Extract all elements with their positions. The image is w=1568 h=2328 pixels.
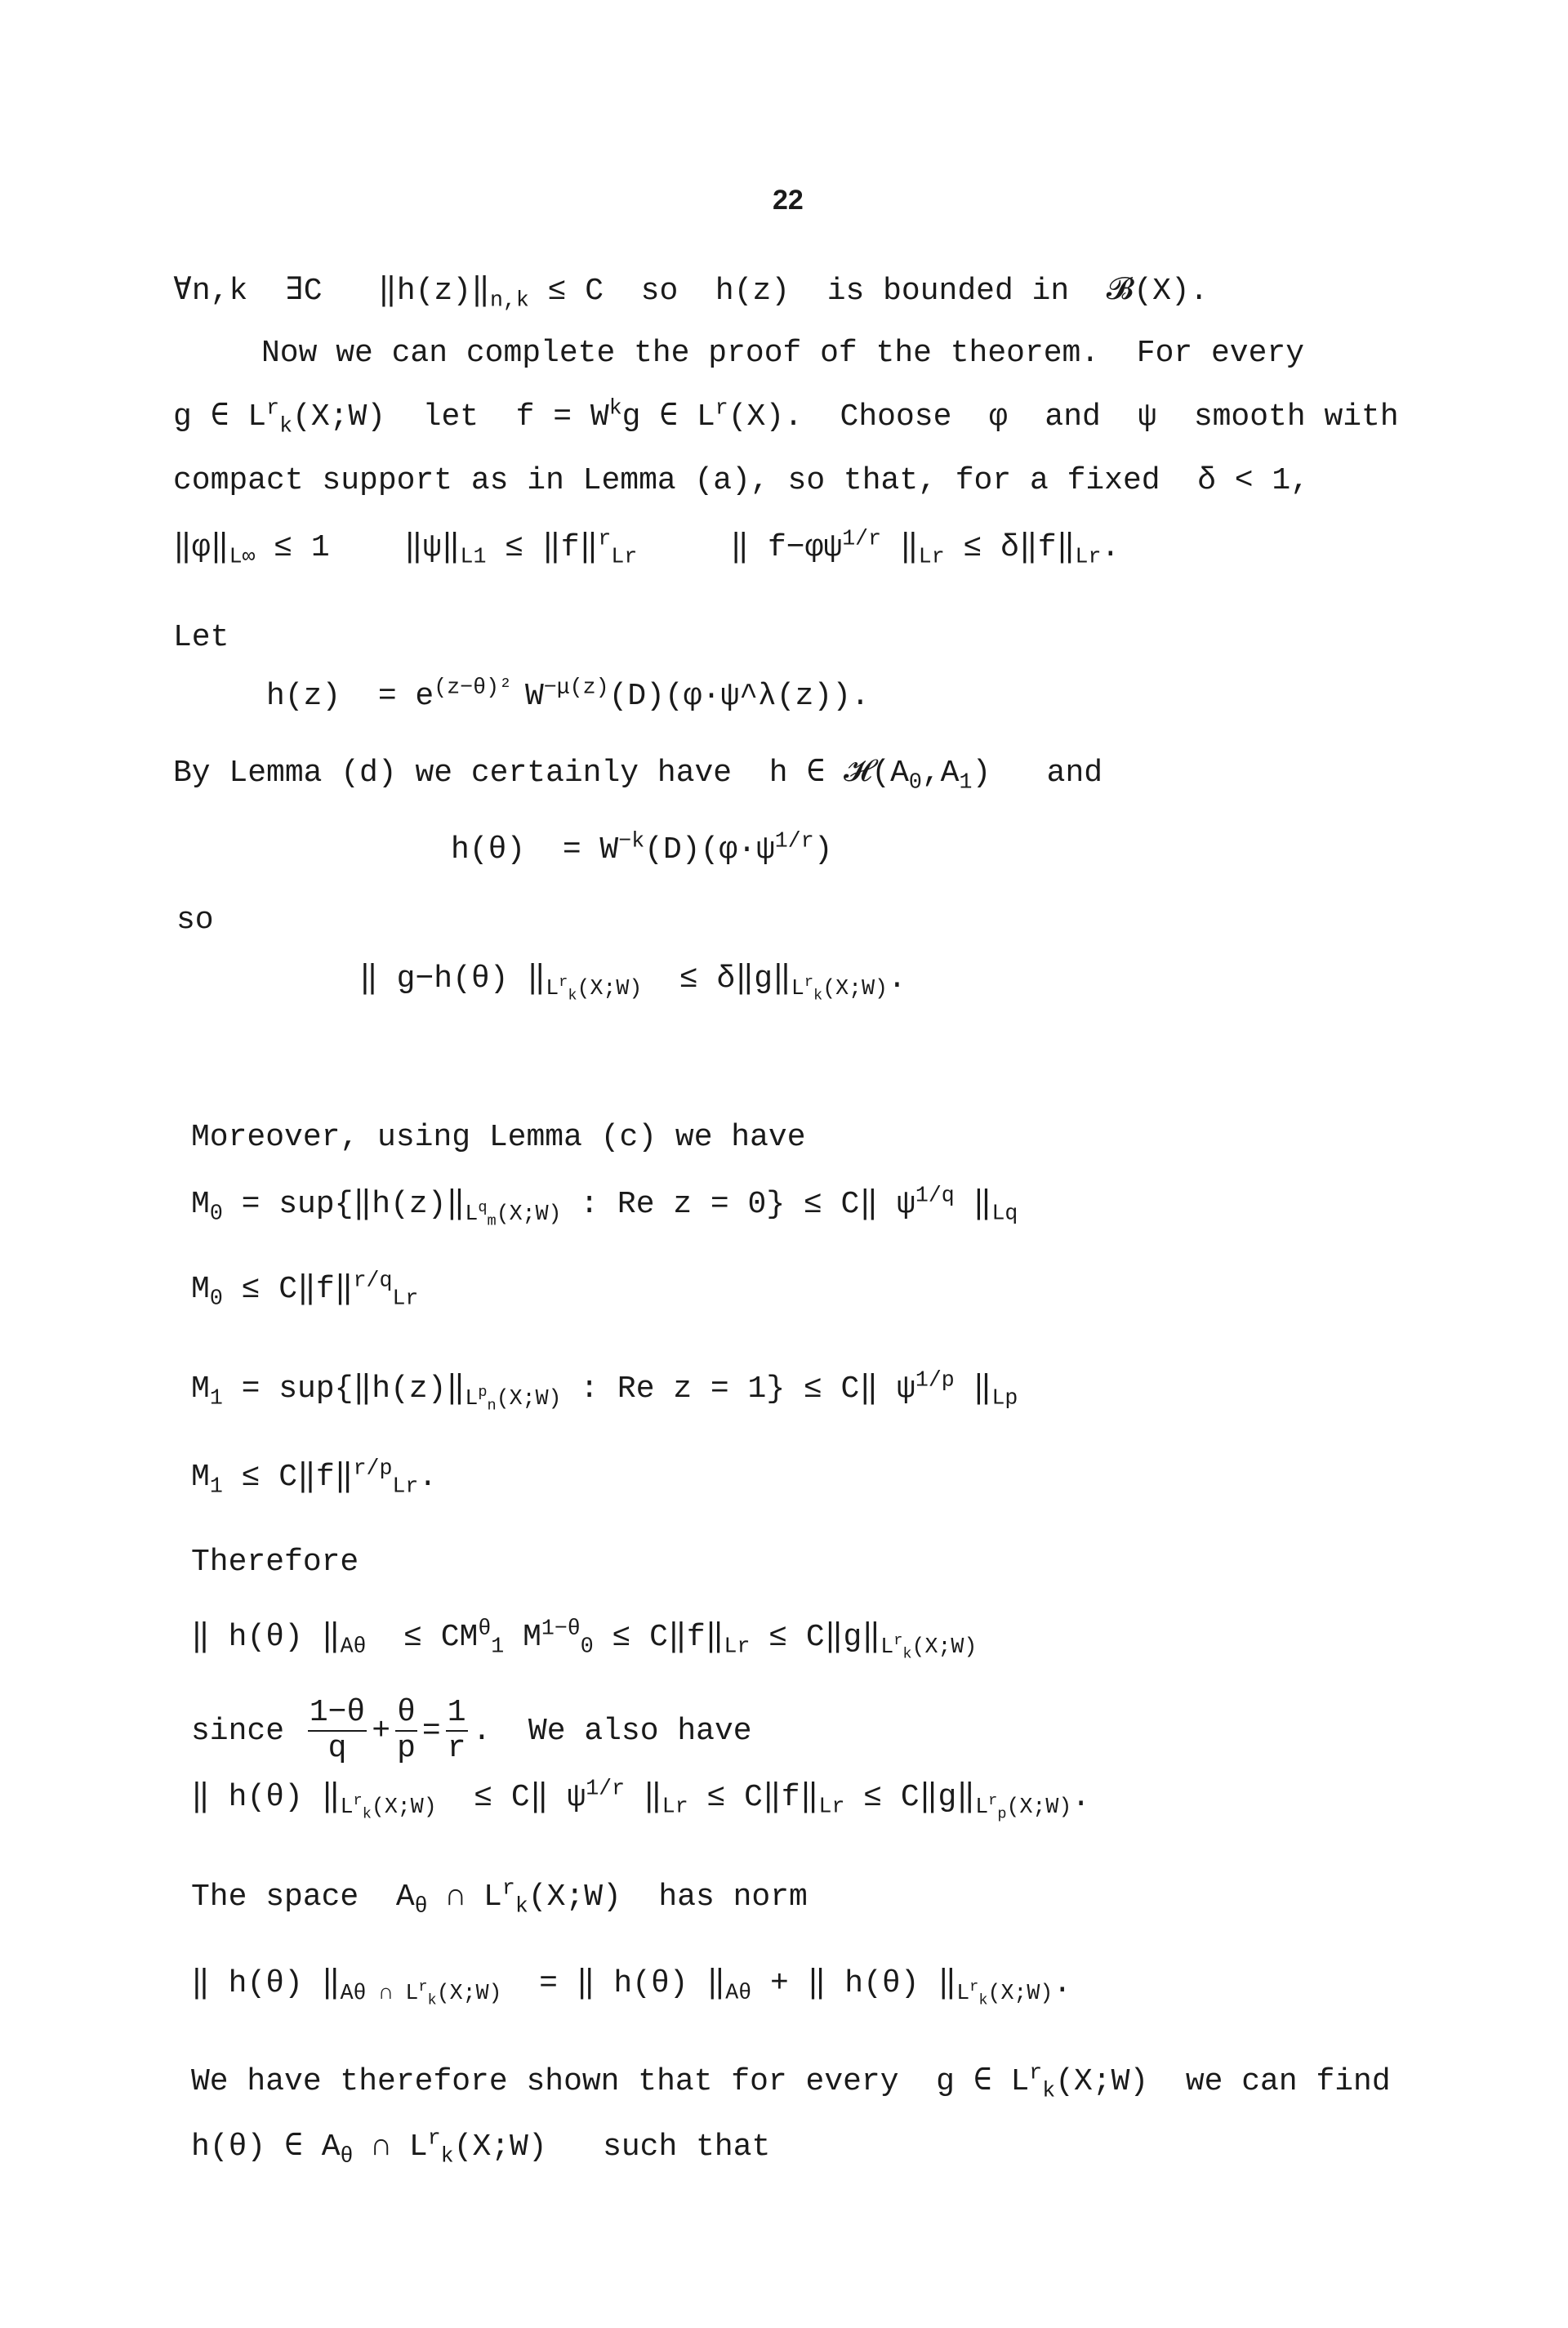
paragraph-text: Now we can complete the proof of the theorem. For every: [261, 336, 1305, 371]
equation: ‖ g−h(θ) $‖_{L^r_k(X;W)}$ ≤ $\delta‖g‖_{L^r_k(X;W)}$.: [359, 961, 906, 1004]
bounded-statement: ∀n,k ∃C $‖h(z)‖_{n,k} \le C$ so h(z) is bounded in 𝓑(X).: [173, 274, 1209, 313]
paragraph-text: Moreover, using Lemma (c) we have: [191, 1120, 806, 1155]
page-number: 22: [773, 185, 804, 216]
paragraph-text: Let: [173, 620, 229, 655]
equation: $‖\varphi‖_{L\infty} \le 1$ $‖\psi‖_{L1}$ ≤ ‖f‖$^r_{Lr}$ ‖ $f-\varphi\psi^{1/r}$ $‖_{Lr}$ ≤ $\delta‖f‖_{Lr}$.: [173, 526, 1120, 569]
equation: ‖ h(θ) $‖_{L^r_k(X;W)}$ ≤ C‖ $\psi^{1/r}$ $‖_{Lr}$ ≤ $C‖f‖_{Lr}$ ≤ $C‖g‖_{L^r_p(X;W)}$.: [191, 1776, 1091, 1822]
equation: $M_1$ ≤ C‖f‖$^{r/p}_{Lr}$.: [191, 1456, 438, 1499]
fraction: $\frac{1}{r}$: [447, 1695, 466, 1766]
equation: $M_1$ = $sup\{‖h(z)‖_{L^p_n(X;W)}$ : Re z = 1} ≤ C‖ $\psi^{1/p}$ $‖_{Lp}$: [191, 1367, 1018, 1414]
paragraph-text: The space $A_\theta$ ∩ $L^r_k(X;W)$ has norm: [191, 1875, 808, 1919]
equation: since $\frac{1-\theta}{q}$ + $\frac{\theta}{p}$ = $\frac{1}{r}$ . We also have: [191, 1695, 752, 1766]
paragraph-text: By Lemma (d) we certainly have h ∈ $𝓗(A_0,A_1)$ and: [173, 756, 1103, 795]
fraction: $\frac{\theta}{p}$: [397, 1695, 416, 1766]
paragraph-text: compact support as in Lemma (a), so that, for a fixed δ < 1,: [173, 463, 1310, 498]
paragraph-text: g ∈ $L^r_k(X;W)$ let $f = W^kg$ ∈ $L^r(X)$. Choose φ and ψ smooth with: [173, 395, 1399, 439]
paragraph-text: so: [176, 903, 214, 938]
equation: $M_0$ ≤ C‖f‖$^{r/q}_{Lr}$: [191, 1268, 419, 1311]
equation: $h(\theta) = W^{-k}(D)(\varphi\cdot\psi^{1/r})$: [451, 828, 833, 867]
equation: $M_0$ = $sup\{‖h(z)‖_{L^q_m(X;W)}$ : Re z = 0} ≤ C‖ $\psi^{1/q}$ $‖_{Lq}$: [191, 1183, 1018, 1229]
equation: ‖ h(θ) $‖_{A\theta \cap L^r_k(X;W)}$ = ‖ h(θ) $‖_{A\theta}$ + ‖ h(θ) $‖_{L^r_k(X;W)}$.: [191, 1966, 1072, 2009]
equation: ‖ h(θ) $‖_{A\theta} \le CM^\theta_1$ $M^{1-\theta}_0$ ≤ $C‖f‖_{Lr}$ ≤ $C‖g‖_{L^r_k(X;W)}$: [191, 1616, 978, 1662]
paragraph-text: h(θ) ∈ $A_\theta$ ∩ $L^r_k(X;W)$ such that: [191, 2125, 771, 2169]
paragraph-text: We have therefore shown that for every g ∈ $L^r_k(X;W)$ we can find: [191, 2060, 1391, 2103]
fraction: $\frac{1-\theta}{q}$: [309, 1695, 366, 1766]
paragraph-text: Therefore: [191, 1545, 359, 1580]
equation: $h(z) = e^{(z-\theta)^2}$ $W^{-\mu(z)}(D)(\varphi\cdot\psi\^{}\lambda(z))$.: [266, 675, 870, 714]
